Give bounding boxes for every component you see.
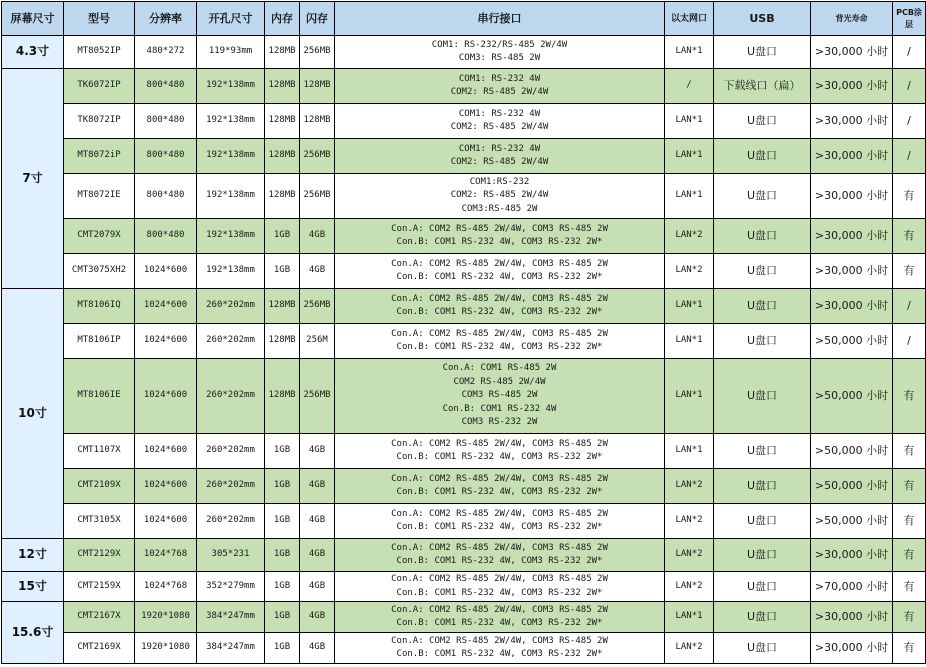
serial-line: COM3 RS-485 2W (461, 390, 538, 401)
flash-cell: 4GB (300, 434, 335, 469)
header-ethernet (665, 2, 714, 36)
model-cell: CMT2169X (64, 633, 135, 664)
header-ram: 内存 (265, 2, 300, 36)
pcb-coating-cell: / (893, 104, 926, 139)
serial-line: Con.A: COM2 RS-485 2W/4W, COM3 RS-485 2W (391, 438, 608, 449)
cutout-cell: 384*247mm (197, 633, 265, 664)
resolution-cell: 480*272 (135, 36, 197, 69)
table-row (2, 36, 926, 69)
cutout-cell: 192*138mm (197, 104, 265, 139)
flash-cell: 256MB (300, 36, 335, 69)
ram-cell: 1GB (265, 633, 300, 664)
serial-line: Con.B: COM1 RS-232 4W, COM3 RS-232 2W* (396, 556, 603, 566)
ram-cell: 1GB (265, 602, 300, 633)
flash-cell: 128MB (300, 104, 335, 139)
serial-line: COM1:RS-232 (469, 176, 530, 187)
ethernet-cell: LAN*1 (665, 289, 714, 324)
flash-cell: 256MB (300, 139, 335, 174)
model-cell: CMT2129X (64, 539, 135, 572)
model-cell: CMT2109X (64, 469, 135, 504)
serial-cell (335, 469, 665, 504)
flash-cell: 4GB (300, 539, 335, 572)
usb-cell: U盘口 (714, 504, 811, 539)
cutout-cell: 192*138mm (197, 139, 265, 174)
resolution-cell: 1920*1080 (135, 633, 197, 664)
ethernet-cell: LAN*1 (665, 174, 714, 219)
serial-line: COM2: RS-485 2W/4W (450, 87, 549, 97)
ram-cell: 128MB (265, 69, 300, 104)
serial-cell (335, 174, 665, 219)
backlight-life-cell: >50,000 小时 (811, 359, 893, 434)
cutout-cell: 352*279mm (197, 572, 265, 602)
header-pcb-coating (893, 2, 926, 36)
flash-cell: 256MB (300, 359, 335, 434)
serial-cell (335, 539, 665, 572)
ram-cell: 128MB (265, 104, 300, 139)
table-row (2, 254, 926, 289)
header-pcb-text: PCB涂层 (896, 7, 922, 29)
pcb-coating-cell: 有 (893, 219, 926, 254)
ethernet-cell: LAN*1 (665, 139, 714, 174)
header-resolution: 分辨率 (135, 2, 197, 36)
serial-line: Con.A: COM2 RS-485 2W/4W, COM3 RS-485 2W (391, 258, 608, 269)
pcb-coating-cell: 有 (893, 633, 926, 664)
pcb-coating-cell: / (893, 324, 926, 359)
ram-cell: 128MB (265, 359, 300, 434)
serial-line: COM2: RS-485 2W/4W (450, 190, 549, 201)
flash-cell: 4GB (300, 572, 335, 602)
ethernet-cell: LAN*2 (665, 469, 714, 504)
ethernet-cell: LAN*1 (665, 434, 714, 469)
header-backlight-life: 背光寿命 (811, 2, 893, 36)
serial-cell (335, 254, 665, 289)
ethernet-cell: LAN*2 (665, 572, 714, 602)
usb-cell: U盘口 (714, 633, 811, 664)
header-usb: USB (714, 2, 811, 36)
pcb-coating-cell: 有 (893, 539, 926, 572)
serial-cell (335, 602, 665, 633)
serial-line: Con.B: COM1 RS-232 4W, COM3 RS-232 2W* (396, 487, 603, 497)
backlight-life-cell: >30,000 小时 (811, 69, 893, 104)
usb-cell: U盘口 (714, 219, 811, 254)
serial-cell (335, 633, 665, 664)
backlight-life-cell: >50,000 小时 (811, 469, 893, 504)
ram-cell: 128MB (265, 289, 300, 324)
model-cell: TK8072IP (64, 104, 135, 139)
serial-line: Con.A: COM2 RS-485 2W/4W, COM3 RS-485 2W (391, 542, 608, 553)
serial-line: Con.A: COM2 RS-485 2W/4W, COM3 RS-485 2W (391, 635, 608, 646)
pcb-coating-cell: 有 (893, 504, 926, 539)
ram-cell: 1GB (265, 254, 300, 289)
table-row (2, 539, 926, 572)
usb-cell: U盘口 (714, 174, 811, 219)
model-cell: MT8106IQ (64, 289, 135, 324)
resolution-cell: 800*480 (135, 219, 197, 254)
ram-cell: 1GB (265, 572, 300, 602)
table-row (2, 469, 926, 504)
usb-cell: U盘口 (714, 434, 811, 469)
table-row (2, 359, 926, 434)
screen-size-cell: 15寸 (2, 572, 64, 602)
cutout-cell: 192*138mm (197, 69, 265, 104)
usb-cell: U盘口 (714, 469, 811, 504)
flash-cell: 4GB (300, 602, 335, 633)
table-row (2, 504, 926, 539)
usb-cell: U盘口 (714, 254, 811, 289)
cutout-cell: 260*202mm (197, 434, 265, 469)
ethernet-cell: LAN*2 (665, 219, 714, 254)
usb-cell: U盘口 (714, 602, 811, 633)
usb-cell: U盘口 (714, 572, 811, 602)
serial-line: COM2: RS-485 2W/4W (450, 122, 549, 132)
table-row (2, 139, 926, 174)
serial-cell (335, 69, 665, 104)
usb-cell: U盘口 (714, 539, 811, 572)
model-cell: CMT2167X (64, 602, 135, 633)
serial-cell (335, 219, 665, 254)
serial-line: COM1: RS-232 4W (458, 73, 541, 84)
backlight-life-cell: >50,000 小时 (811, 434, 893, 469)
header-row (2, 2, 926, 36)
flash-cell: 256M (300, 324, 335, 359)
table-row (2, 104, 926, 139)
serial-line: Con.A: COM2 RS-485 2W/4W, COM3 RS-485 2W (391, 604, 608, 615)
model-cell: TK6072IP (64, 69, 135, 104)
header-model: 型号 (64, 2, 135, 36)
pcb-coating-cell: 有 (893, 174, 926, 219)
screen-size-cell: 15.6寸 (2, 602, 64, 664)
backlight-life-cell: >30,000 小时 (811, 219, 893, 254)
resolution-cell: 1024*600 (135, 324, 197, 359)
serial-line: Con.B: COM1 RS-232 4W, COM3 RS-232 2W* (396, 522, 603, 532)
resolution-cell: 1024*600 (135, 254, 197, 289)
usb-cell: U盘口 (714, 359, 811, 434)
serial-line: Con.A: COM2 RS-485 2W/4W, COM3 RS-485 2W (391, 508, 608, 519)
resolution-cell: 800*480 (135, 139, 197, 174)
screen-size-cell: 12寸 (2, 539, 64, 572)
table-row (2, 289, 926, 324)
screen-size-cell: 10寸 (2, 289, 64, 539)
ram-cell: 128MB (265, 174, 300, 219)
serial-line: COM2: RS-485 2W/4W (450, 157, 549, 167)
serial-line: Con.B: COM1 RS-232 4W, COM3 RS-232 2W* (396, 272, 603, 282)
model-cell: CMT3105X (64, 504, 135, 539)
flash-cell: 4GB (300, 504, 335, 539)
cutout-cell: 260*202mm (197, 469, 265, 504)
serial-line: COM1: RS-232/RS-485 2W/4W (431, 39, 568, 50)
usb-cell: U盘口 (714, 324, 811, 359)
resolution-cell: 1024*600 (135, 289, 197, 324)
resolution-cell: 800*480 (135, 69, 197, 104)
pcb-coating-cell: 有 (893, 572, 926, 602)
table-row (2, 219, 926, 254)
table-row (2, 434, 926, 469)
model-cell: CMT1107X (64, 434, 135, 469)
cutout-cell: 384*247mm (197, 602, 265, 633)
usb-cell: U盘口 (714, 289, 811, 324)
serial-cell (335, 359, 665, 434)
resolution-cell: 1024*600 (135, 434, 197, 469)
serial-line: Con.B: COM1 RS-232 4W, COM3 RS-232 2W* (396, 618, 603, 628)
serial-line: Con.A: COM2 RS-485 2W/4W, COM3 RS-485 2W (391, 473, 608, 484)
usb-cell: U盘口 (714, 104, 811, 139)
serial-line: Con.B: COM1 RS-232 4W (442, 403, 557, 414)
backlight-life-cell: >50,000 小时 (811, 324, 893, 359)
flash-cell: 4GB (300, 254, 335, 289)
serial-cell (335, 504, 665, 539)
resolution-cell: 1024*768 (135, 539, 197, 572)
ram-cell: 128MB (265, 139, 300, 174)
serial-line: Con.B: COM1 RS-232 4W, COM3 RS-232 2W* (396, 237, 603, 247)
hmi-spec-table (1, 1, 926, 664)
resolution-cell: 1024*600 (135, 359, 197, 434)
header-screen-size: 屏幕尺寸 (2, 2, 64, 36)
ethernet-cell: LAN*1 (665, 36, 714, 69)
cutout-cell: 192*138mm (197, 174, 265, 219)
pcb-coating-cell: 有 (893, 254, 926, 289)
ram-cell: 1GB (265, 504, 300, 539)
pcb-coating-cell: 有 (893, 602, 926, 633)
backlight-life-cell: >30,000 小时 (811, 539, 893, 572)
flash-cell: 128MB (300, 69, 335, 104)
ethernet-cell: LAN*1 (665, 602, 714, 633)
pcb-coating-cell: / (893, 36, 926, 69)
ram-cell: 1GB (265, 219, 300, 254)
ethernet-cell: LAN*2 (665, 539, 714, 572)
header-serial: 串行接口 (335, 2, 665, 36)
backlight-life-cell: >30,000 小时 (811, 254, 893, 289)
serial-cell (335, 139, 665, 174)
resolution-cell: 1024*768 (135, 572, 197, 602)
flash-cell: 4GB (300, 219, 335, 254)
backlight-life-cell: >30,000 小时 (811, 289, 893, 324)
model-cell: CMT2159X (64, 572, 135, 602)
model-cell: MT8052IP (64, 36, 135, 69)
serial-line: COM2 RS-485 2W/4W (453, 376, 546, 387)
flash-cell: 256MB (300, 174, 335, 219)
serial-line: Con.A: COM2 RS-485 2W/4W, COM3 RS-485 2W (391, 293, 608, 304)
serial-line: Con.A: COM2 RS-485 2W/4W, COM3 RS-485 2W (391, 328, 608, 339)
resolution-cell: 800*480 (135, 104, 197, 139)
model-cell: MT8106IP (64, 324, 135, 359)
screen-size-cell: 7寸 (2, 69, 64, 289)
pcb-coating-cell: 有 (893, 434, 926, 469)
table-body (2, 36, 926, 664)
usb-cell: U盘口 (714, 139, 811, 174)
backlight-life-cell: >30,000 小时 (811, 36, 893, 69)
ethernet-cell: LAN*1 (665, 324, 714, 359)
serial-line: Con.B: COM1 RS-232 4W, COM3 RS-232 2W* (396, 342, 603, 352)
cutout-cell: 192*138mm (197, 254, 265, 289)
pcb-coating-cell: / (893, 289, 926, 324)
cutout-cell: 305*231 (197, 539, 265, 572)
serial-cell (335, 572, 665, 602)
pcb-coating-cell: 有 (893, 359, 926, 434)
ram-cell: 128MB (265, 324, 300, 359)
serial-cell (335, 289, 665, 324)
model-cell: CMT3075XH2 (64, 254, 135, 289)
resolution-cell: 1024*600 (135, 504, 197, 539)
serial-line: Con.A: COM2 RS-485 2W/4W, COM3 RS-485 2W (391, 223, 608, 234)
ram-cell: 128MB (265, 36, 300, 69)
cutout-cell: 260*202mm (197, 504, 265, 539)
serial-line: Con.A: COM2 RS-485 2W/4W, COM3 RS-485 2W (391, 574, 608, 584)
cutout-cell: 260*202mm (197, 359, 265, 434)
model-cell: CMT2079X (64, 219, 135, 254)
ram-cell: 1GB (265, 539, 300, 572)
backlight-life-cell: >30,000 小时 (811, 104, 893, 139)
table-row (2, 174, 926, 219)
ram-cell: 1GB (265, 469, 300, 504)
header-flash: 闪存 (300, 2, 335, 36)
screen-size-cell: 4.3寸 (2, 36, 64, 69)
usb-cell: 下载线口（扁） (714, 69, 811, 104)
ethernet-cell: LAN*2 (665, 633, 714, 664)
serial-line: COM3 RS-232 2W (461, 417, 538, 428)
backlight-life-cell: >50,000 小时 (811, 504, 893, 539)
cutout-cell: 260*202mm (197, 289, 265, 324)
ethernet-cell: / (665, 69, 714, 104)
pcb-coating-cell: / (893, 69, 926, 104)
serial-cell (335, 434, 665, 469)
backlight-life-cell: >30,000 小时 (811, 139, 893, 174)
serial-line: COM1: RS-232 4W (458, 143, 541, 154)
pcb-coating-cell: / (893, 139, 926, 174)
table-row (2, 69, 926, 104)
cutout-cell: 192*138mm (197, 219, 265, 254)
pcb-coating-cell: 有 (893, 469, 926, 504)
ram-cell: 1GB (265, 434, 300, 469)
serial-line: Con.B: COM1 RS-232 4W, COM3 RS-232 2W* (396, 307, 603, 317)
ethernet-cell: LAN*2 (665, 254, 714, 289)
resolution-cell: 1024*600 (135, 469, 197, 504)
serial-cell (335, 324, 665, 359)
table-row (2, 602, 926, 633)
ethernet-cell: LAN*2 (665, 504, 714, 539)
serial-cell (335, 36, 665, 69)
ethernet-cell: LAN*1 (665, 359, 714, 434)
backlight-life-cell: >30,000 小时 (811, 633, 893, 664)
serial-line: COM3:RS-485 2W (461, 203, 538, 214)
cutout-cell: 119*93mm (197, 36, 265, 69)
header-cutout: 开孔尺寸 (197, 2, 265, 36)
cutout-cell: 260*202mm (197, 324, 265, 359)
resolution-cell: 800*480 (135, 174, 197, 219)
serial-line: Con.B: COM1 RS-232 4W, COM3 RS-232 2W* (396, 649, 603, 659)
flash-cell: 4GB (300, 633, 335, 664)
backlight-life-cell: >70,000 小时 (811, 572, 893, 602)
header-ethernet-text: 以太网口 (670, 13, 707, 24)
table-row (2, 633, 926, 664)
serial-cell (335, 104, 665, 139)
serial-line: Con.B: COM1 RS-232 4W, COM3 RS-232 2W* (396, 452, 603, 462)
flash-cell: 256MB (300, 289, 335, 324)
model-cell: MT8072iP (64, 139, 135, 174)
backlight-life-cell: >30,000 小时 (811, 602, 893, 633)
backlight-life-cell: >30,000 小时 (811, 174, 893, 219)
serial-line: Con.B: COM1 RS-232 4W, COM3 RS-232 2W* (396, 587, 603, 598)
ethernet-cell: LAN*1 (665, 104, 714, 139)
model-cell: MT8072IE (64, 174, 135, 219)
serial-line: COM3: RS-485 2W (458, 53, 541, 63)
usb-cell: U盘口 (714, 36, 811, 69)
resolution-cell: 1920*1080 (135, 602, 197, 633)
serial-line: COM1: RS-232 4W (458, 108, 541, 119)
flash-cell: 4GB (300, 469, 335, 504)
model-cell: MT8106IE (64, 359, 135, 434)
serial-line: Con.A: COM1 RS-485 2W (442, 363, 557, 374)
table-row (2, 572, 926, 602)
table-row (2, 324, 926, 359)
